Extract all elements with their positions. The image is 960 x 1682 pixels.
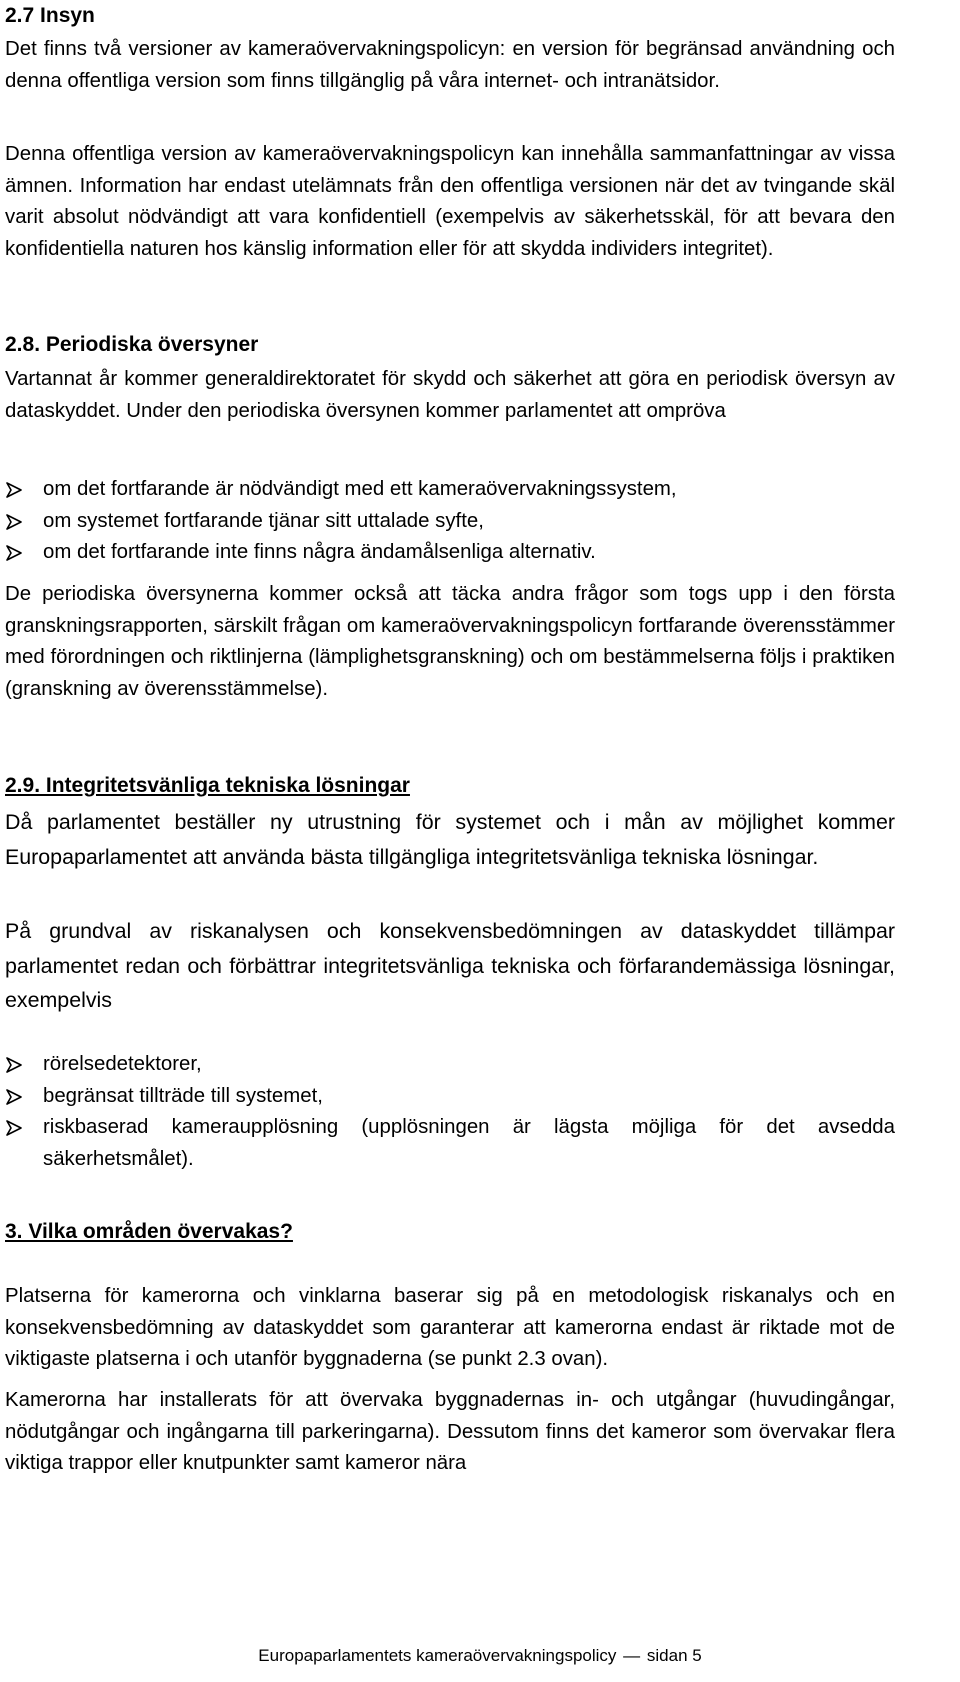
arrowhead-bullet-icon xyxy=(5,545,23,561)
page-number: sidan 5 xyxy=(646,1646,702,1665)
list-item xyxy=(5,1081,895,1113)
list-item-text: riskbaserad kameraupplösning (upplösningen är lägsta möjliga för det avsedda säkerhetsmålet). xyxy=(43,1116,895,1170)
section-heading-2-7: 2.7 Insyn xyxy=(5,4,95,27)
list-item xyxy=(5,537,895,569)
bullet-list-2-9 xyxy=(5,1049,895,1175)
arrowhead-bullet-icon xyxy=(5,482,23,498)
arrowhead-bullet-icon xyxy=(5,514,23,530)
paragraph-3-1: Platserna för kamerorna och vinklarna baserar sig på en metodologisk riskanalys och en konsekvensbedömning av dataskyddet som garanterar att kamerorna endast är riktade mot de viktigaste platserna i och utanför byggnaderna (se punkt 2.3 ovan). xyxy=(5,1285,895,1370)
list-item xyxy=(5,1049,895,1081)
page-footer xyxy=(0,1645,960,1667)
paragraph-2-7-1: Det finns två versioner av kameraövervakningspolicyn: en version för begränsad användning och denna offentliga version som finns tillgänglig på våra internet- och intranätsidor. xyxy=(5,38,895,92)
list-item-text: om systemet fortfarande tjänar sitt uttalade syfte, xyxy=(43,509,484,532)
paragraph-3-2: Kamerorna har installerats för att övervaka byggnadernas in- och utgångar (huvudingångar, nödutgångar och ingångarna till parkeringarna). Dessutom finns det kameror som övervakar flera viktiga trappor eller knutpunkter samt kameror nära xyxy=(5,1389,895,1474)
footer-title: Europaparlamentets kameraövervakningspolicy xyxy=(258,1646,617,1665)
arrowhead-bullet-icon xyxy=(5,1089,23,1105)
arrowhead-bullet-icon xyxy=(5,1120,23,1136)
paragraph-2-9-2: På grundval av riskanalysen och konsekvensbedömningen av dataskyddet tillämpar parlamentet redan och förbättrar integritetsvänliga tekniska och förfarandemässiga lösningar, exempelvis xyxy=(5,919,895,1012)
list-item-text: rörelsedetektorer, xyxy=(43,1053,202,1075)
section-heading-2-9: 2.9. Integritetsvänliga tekniska lösningar xyxy=(5,774,410,797)
list-item-text: om det fortfarande inte finns några ändamålsenliga alternativ. xyxy=(43,541,596,563)
paragraph-2-9-1: Då parlamentet beställer ny utrustning för systemet och i mån av möjlighet kommer Europaparlamentet att använda bästa tillgängliga integritetsvänliga tekniska lösningar. xyxy=(5,810,895,869)
section-heading-3: 3. Vilka områden övervakas? xyxy=(5,1220,293,1243)
footer-dash: — xyxy=(623,1646,641,1665)
list-item xyxy=(5,474,895,506)
section-heading-2-8: 2.8. Periodiska översyner xyxy=(5,333,259,356)
arrowhead-bullet-icon xyxy=(5,1057,23,1073)
paragraph-2-8-2: De periodiska översynerna kommer också att täcka andra frågor som togs upp i den första granskningsrapporten, särskilt frågan om kameraövervakningspolicyn fortfarande överensstämmer med förordningen och riktlinjerna (lämplighetsgranskning) och om bestämmelserna följs i praktiken (granskning av överensstämmelse). xyxy=(5,583,895,700)
list-item xyxy=(5,1112,895,1175)
bullet-list-2-8 xyxy=(5,474,895,569)
paragraph-2-8-1: Vartannat år kommer generaldirektoratet för skydd och säkerhet att göra en periodisk översyn av dataskyddet. Under den periodiska översynen kommer parlamentet att ompröva xyxy=(5,368,895,422)
paragraph-2-7-2: Denna offentliga version av kameraövervakningspolicyn kan innehålla sammanfattningar av vissa ämnen. Information har endast utelämnats från den offentliga versionen när det av tvingande skäl varit absolut nödvändigt att vara konfidentiell (exempelvis av säkerhetsskäl, för att bevara den konfidentiella naturen hos känslig information eller för att skydda individers integritet). xyxy=(5,143,895,260)
list-item xyxy=(5,506,895,538)
list-item-text: begränsat tillträde till systemet, xyxy=(43,1084,323,1107)
list-item-text: om det fortfarande är nödvändigt med ett kameraövervakningssystem, xyxy=(43,478,677,500)
